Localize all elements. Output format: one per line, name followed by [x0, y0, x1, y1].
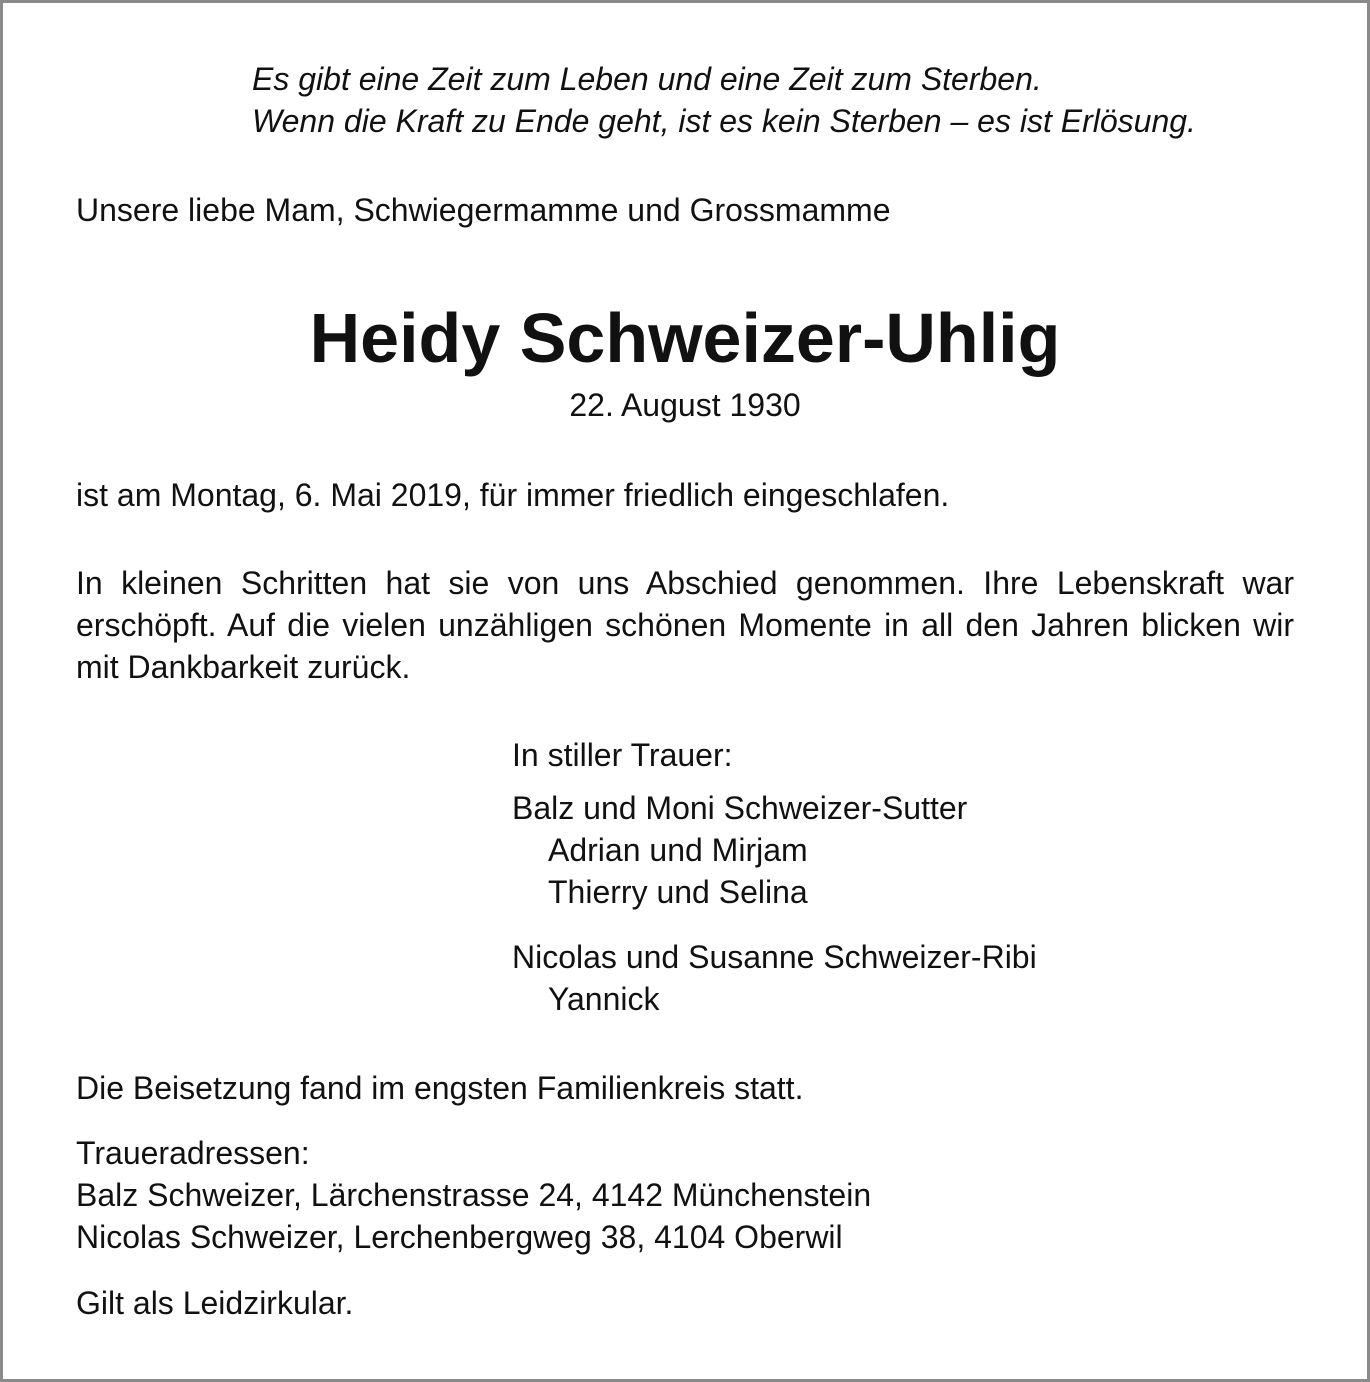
circular-note: Gilt als Leidzirkular. [76, 1285, 354, 1321]
family-child: Adrian und Mirjam [548, 832, 808, 868]
death-statement: ist am Montag, 6. Mai 2019, für immer friedlich eingeschlafen. [76, 477, 950, 513]
deceased-name: Heidy Schweizer-Uhlig [309, 299, 1061, 377]
motto-line-1: Es gibt eine Zeit zum Leben und eine Zeit zum Sterben. [252, 61, 1042, 97]
family-parents: Nicolas und Susanne Schweizer-Ribi [512, 939, 1037, 975]
address-line: Nicolas Schweizer, Lerchenbergweg 38, 4104 Oberwil [76, 1219, 843, 1255]
family-child: Thierry und Selina [548, 874, 808, 910]
birth-date: 22. August 1930 [569, 387, 801, 423]
farewell-paragraph: In kleinen Schritten hat sie von uns Abschied genommen. Ihre Lebenskraft war erschöpft. Auf die vielen unzähligen schönen Momente in all den Jahren blicken wir mit Dankbarkeit zurück. [76, 565, 1294, 685]
addresses-heading: Traueradressen: [76, 1135, 310, 1171]
burial-note: Die Beisetzung fand im engsten Familienkreis statt. [76, 1070, 804, 1106]
family-parents: Balz und Moni Schweizer-Sutter [512, 790, 968, 826]
address-line: Balz Schweizer, Lärchenstrasse 24, 4142 Münchenstein [76, 1177, 872, 1213]
motto-line-2: Wenn die Kraft zu Ende geht, ist es kein Sterben – es ist Erlösung. [252, 103, 1196, 139]
intro-text: Unsere liebe Mam, Schwiegermamme und Grossmamme [76, 192, 891, 228]
family-child: Yannick [548, 981, 660, 1017]
mourners-heading: In stiller Trauer: [512, 737, 733, 773]
